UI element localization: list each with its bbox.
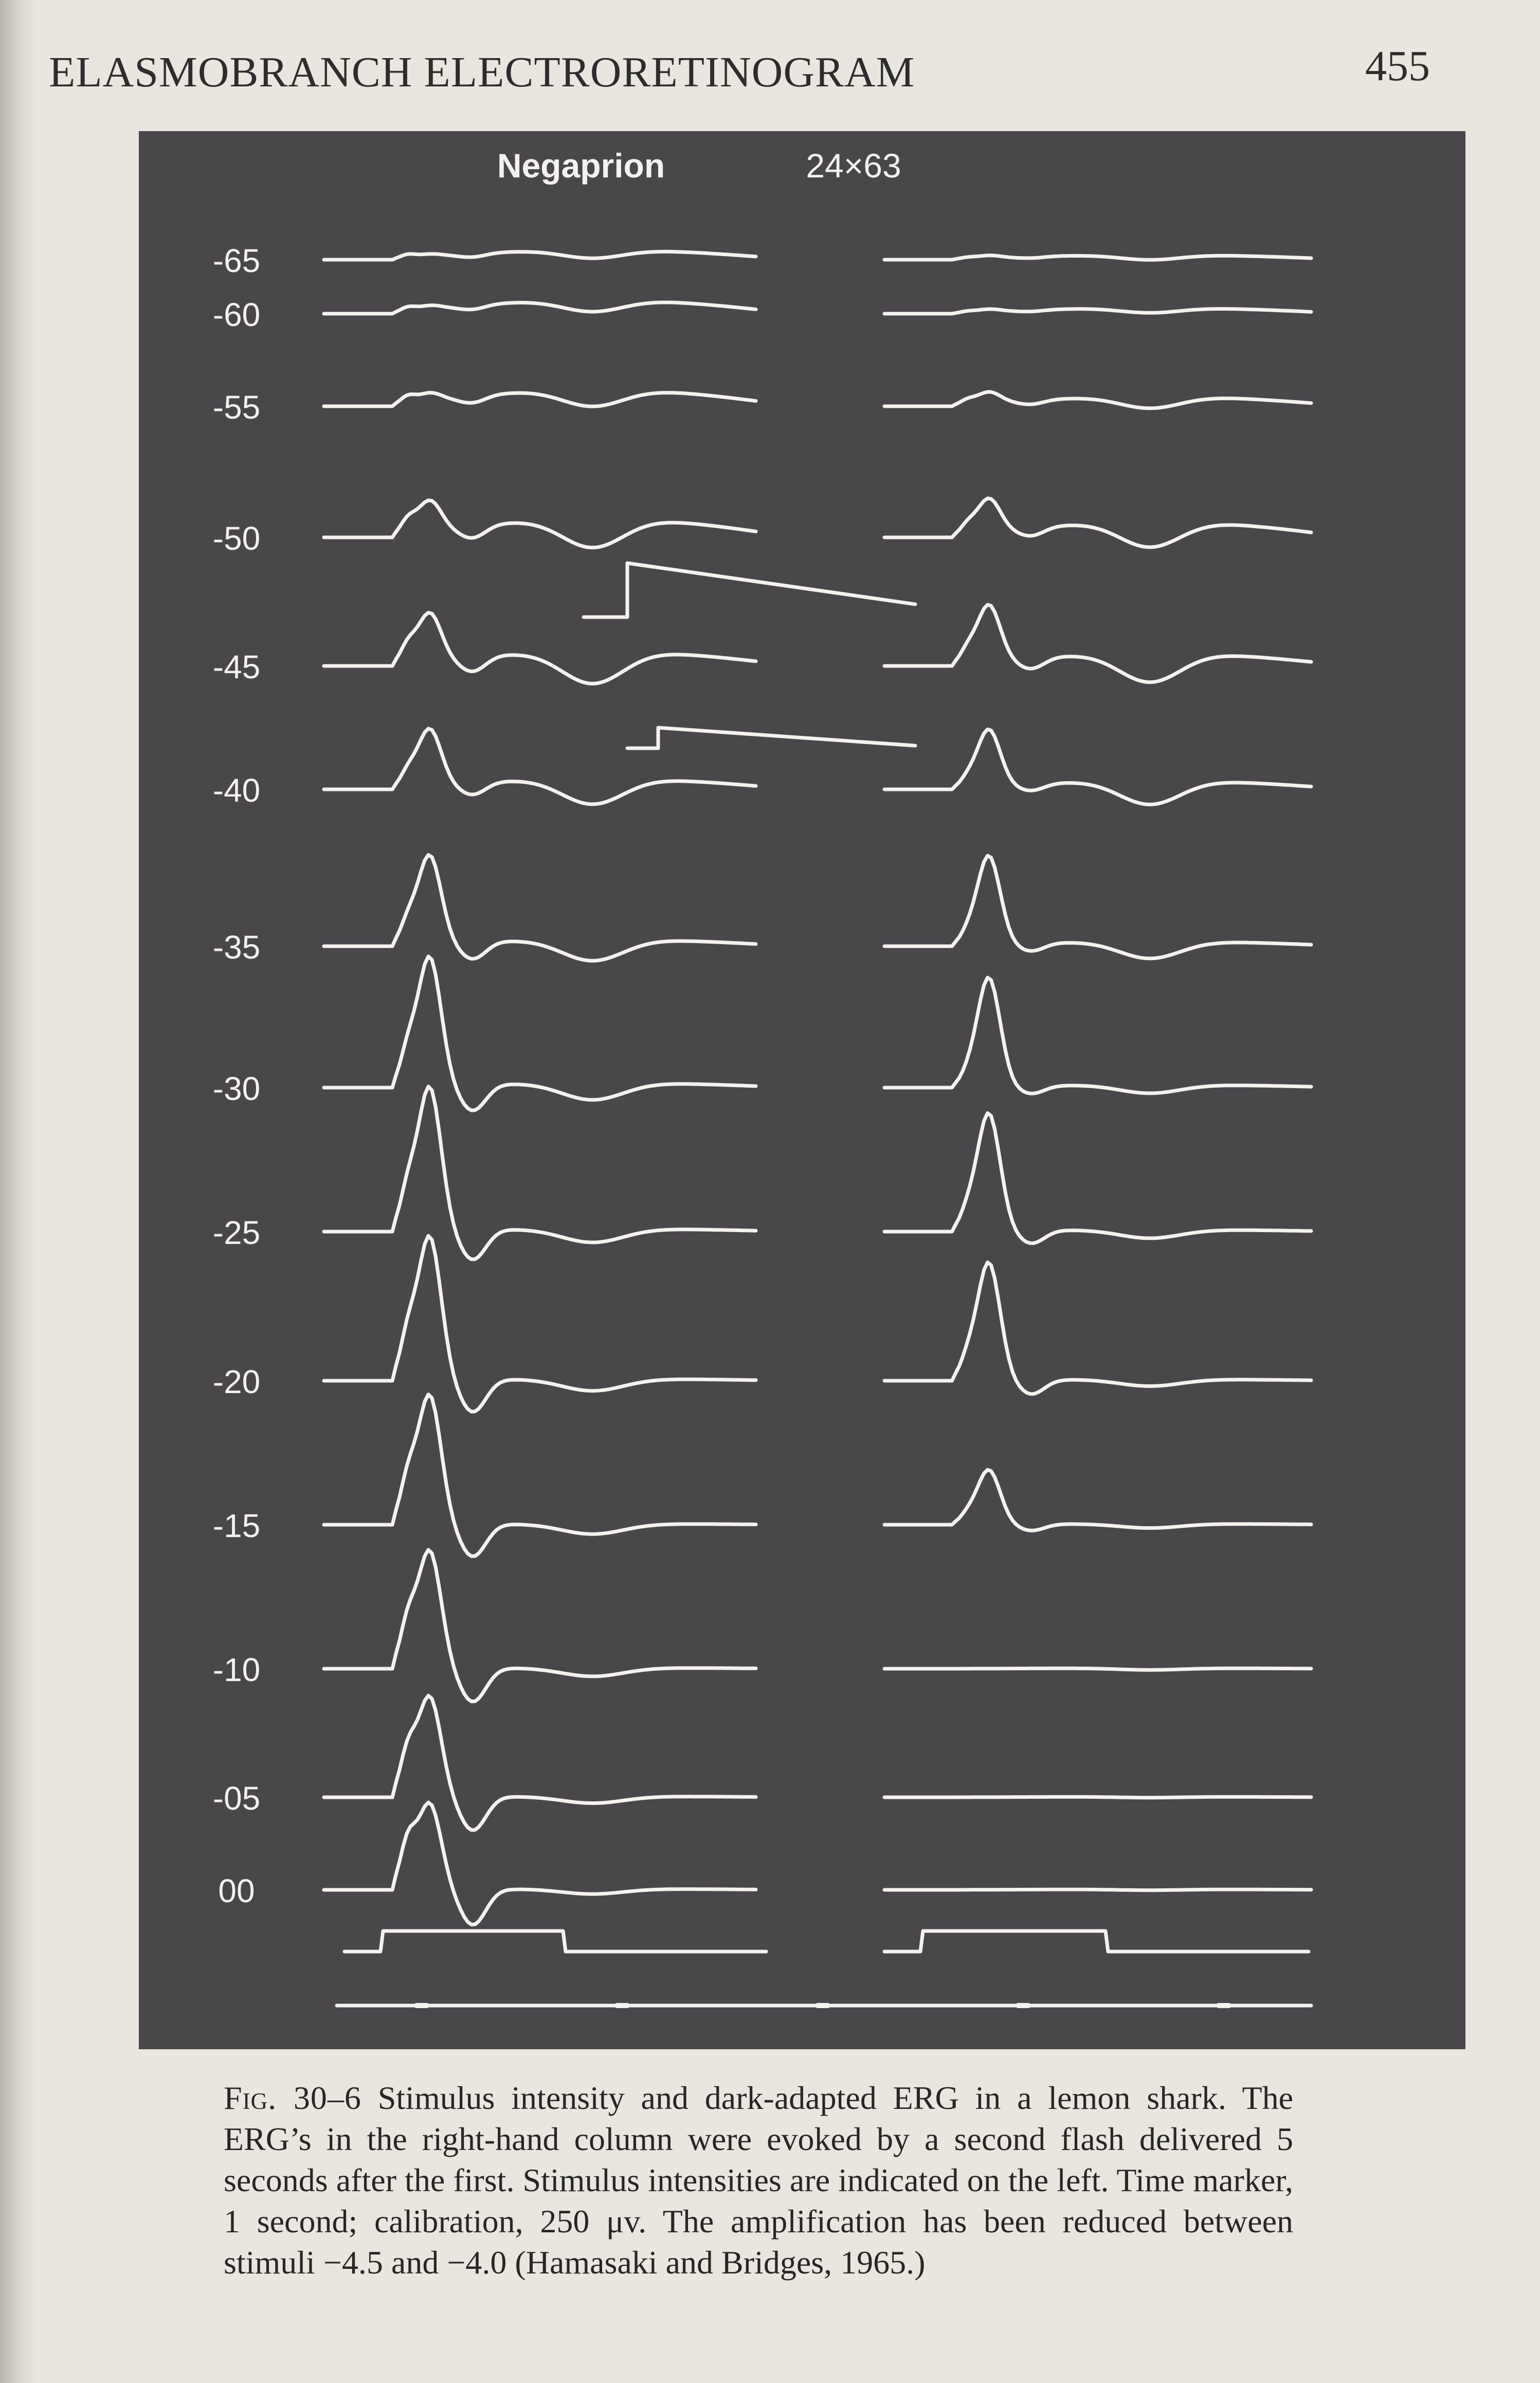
erg-figure [139, 131, 1465, 2049]
erg-trace-left-00 [324, 1802, 756, 1925]
page-number: 455 [1365, 42, 1430, 90]
erg-trace-left--65 [324, 251, 756, 260]
running-head: ELASMOBRANCH ELECTRORETINOGRAM [49, 48, 915, 96]
erg-trace-left--10 [324, 1550, 756, 1702]
intensity-label: -65 [212, 242, 261, 279]
figure-caption [224, 2078, 1293, 2283]
erg-trace-left--35 [324, 855, 756, 961]
erg-trace-right--20 [884, 1262, 1311, 1394]
erg-trace-left--50 [324, 500, 756, 548]
intensity-label: -10 [212, 1651, 261, 1688]
caption-text: Stimulus intensity and dark-adapted ERG in a lemon shark. The ERG’s in the right-hand column were evoked by a second flash delivered 5 seconds after the first. Stimulus intensities are indicated on the left. Time marker, 1 second; calibration, 250 μv. The amplification has been reduced between stimuli −4.5 and −4.0 (Hamasaki and Bridges, 1965.) [224, 2080, 1294, 2281]
intensity-label: -05 [212, 1780, 261, 1817]
intensity-label: -60 [212, 296, 261, 333]
intensity-label: -40 [212, 772, 261, 809]
erg-trace-left--20 [324, 1236, 756, 1412]
erg-trace-left--05 [324, 1695, 756, 1830]
erg-trace-left--40 [324, 729, 756, 804]
erg-trace-right--15 [884, 1470, 1311, 1530]
intensity-label: -50 [212, 520, 261, 557]
stimulus-marker-left [345, 1931, 766, 1952]
intensity-label: -30 [212, 1070, 261, 1107]
intensity-label: -55 [212, 389, 261, 426]
erg-trace-right--60 [884, 309, 1311, 314]
intensity-label: -35 [212, 929, 261, 966]
stimulus-marker-right [884, 1931, 1309, 1952]
figure-subtitle: 24×63 [806, 147, 901, 185]
intensity-label: -25 [212, 1214, 261, 1251]
figure-title: Negaprion [497, 147, 665, 185]
erg-trace-left--25 [324, 1087, 756, 1259]
erg-trace-left--55 [324, 393, 756, 407]
intensity-label: -20 [212, 1363, 261, 1400]
intensity-label: -45 [212, 648, 261, 685]
erg-trace-right-00 [884, 1889, 1311, 1890]
erg-trace-left--45 [324, 612, 756, 683]
erg-trace-right--35 [884, 856, 1311, 959]
intensity-label: 00 [218, 1872, 255, 1909]
calibration-step-lower [627, 728, 915, 748]
calibration-step-upper [584, 563, 915, 617]
intensity-label: -15 [212, 1507, 261, 1544]
erg-trace-right--65 [884, 256, 1311, 260]
erg-trace-right--55 [884, 392, 1311, 408]
erg-trace-right--45 [884, 605, 1311, 682]
caption-label: Fig. 30–6 [224, 2080, 361, 2116]
erg-traces-figure [139, 131, 1465, 2049]
erg-trace-right--30 [884, 978, 1311, 1093]
erg-trace-right--25 [884, 1113, 1311, 1243]
erg-trace-left--30 [324, 956, 756, 1110]
erg-trace-left--15 [324, 1395, 756, 1557]
page-gutter-shadow [0, 0, 36, 2383]
erg-trace-right--40 [884, 729, 1311, 804]
erg-trace-right--50 [884, 498, 1311, 547]
erg-trace-right--10 [884, 1668, 1311, 1670]
erg-trace-left--60 [324, 302, 756, 314]
